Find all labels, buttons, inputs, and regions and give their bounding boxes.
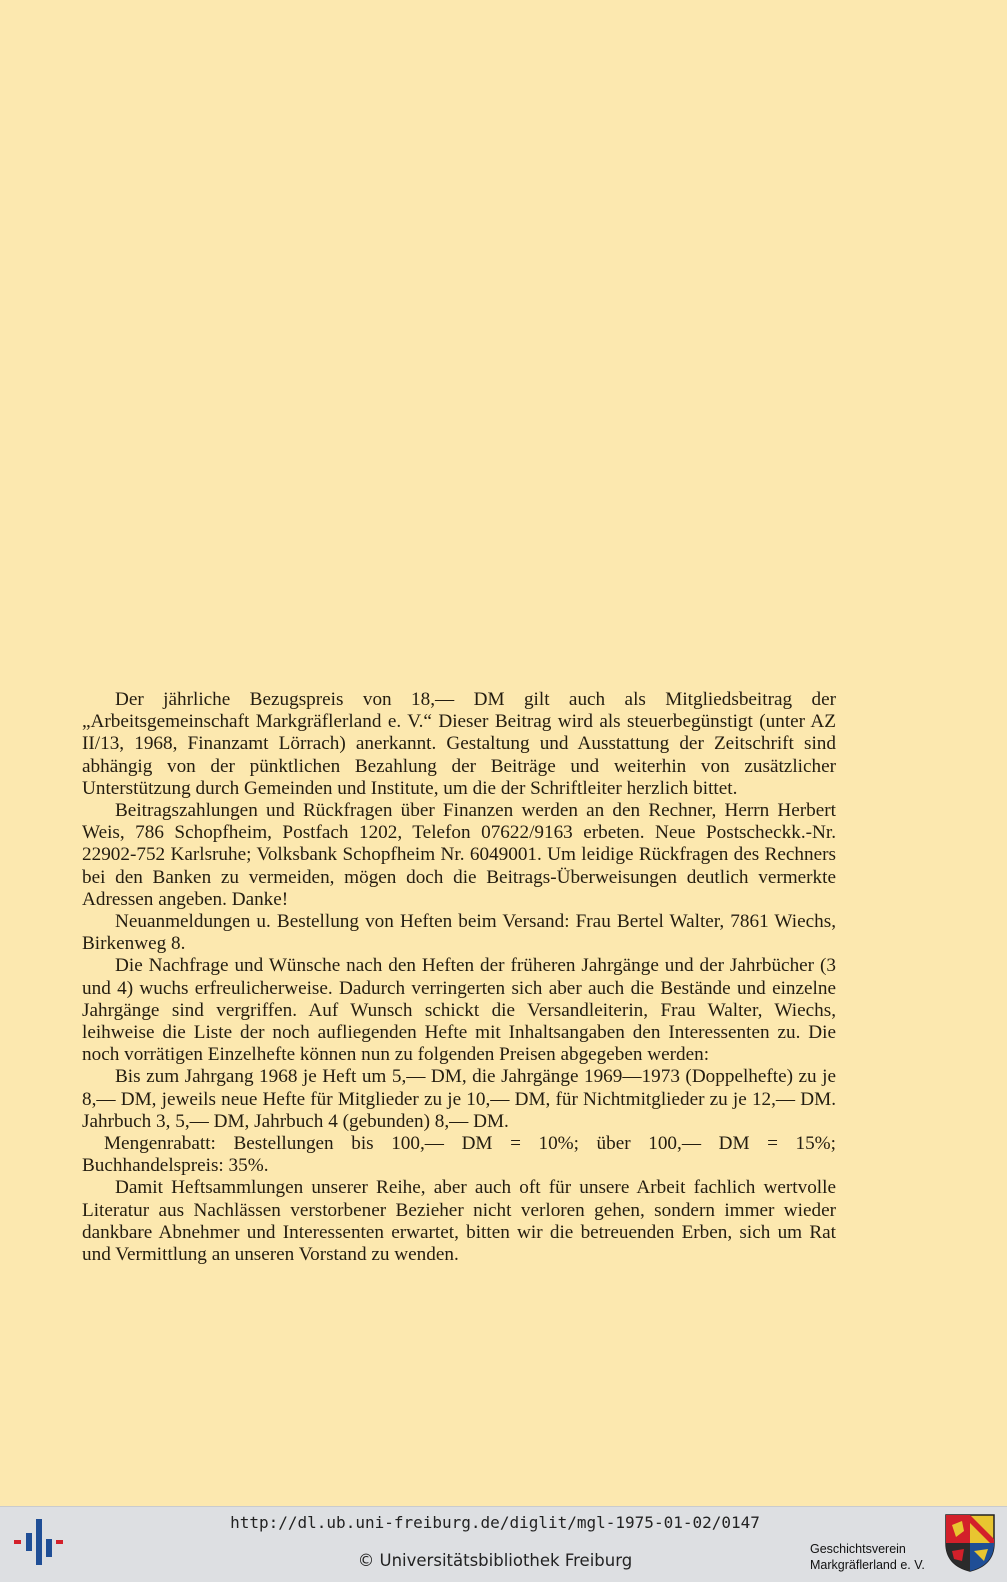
paragraph: Mengenrabatt: Bestellungen bis 100,— DM = 10%; über 100,— DM = 15%; Buchhandelspreis: 35%. xyxy=(82,1133,836,1177)
paragraph: Neuanmeldungen u. Bestellung von Heften beim Versand: Frau Bertel Walter, 7861 Wiechs, Birkenweg 8. xyxy=(82,911,836,955)
markgraeflerland-crest-icon[interactable] xyxy=(944,1513,996,1573)
society-name xyxy=(810,1541,925,1573)
ub-freiburg-logo-icon[interactable] xyxy=(14,1519,64,1565)
document-body xyxy=(82,689,836,1266)
paragraph: Damit Heftsammlungen unserer Reihe, aber auch oft für unsere Arbeit fachlich wertvolle Literatur aus Nachlässen verstorbener Bezieher nicht verloren gehen, sondern immer wieder dankbare Abnehmer und Interessenten erwartet, bitten wir die betreuenden Erben, sich um Rat und Vermittlung an unseren Vorstand zu wenden. xyxy=(82,1177,836,1266)
permalink-url[interactable]: http://dl.ub.uni-freiburg.de/diglit/mgl-1975-01-02/0147 xyxy=(230,1513,760,1532)
society-name-line1: Geschichtsverein xyxy=(810,1542,906,1556)
paragraph: Die Nachfrage und Wünsche nach den Heften der früheren Jahrgänge und der Jahrbücher (3 und 4) wuchs erfreulicherweise. Dadurch verringerten sich aber auch die Bestände und einzelne Jahrgänge sind vergriffen. Auf Wunsch schickt die Versandleiterin, Frau Walter, Wiechs, leihweise die Liste der noch aufliegenden Hefte mit Inhaltsangaben den Interessenten zu. Die noch vorrätigen Einzelhefte können nun zu folgenden Preisen abgegeben werden: xyxy=(82,955,836,1066)
copyright-notice: © Universitätsbibliothek Freiburg xyxy=(357,1551,633,1570)
society-name-line2: Markgräflerland e. V. xyxy=(810,1558,925,1572)
paragraph: Bis zum Jahrgang 1968 je Heft um 5,— DM, die Jahrgänge 1969—1973 (Doppelhefte) zu je 8,— DM, jeweils neue Hefte für Mitglieder zu je 10,— DM, für Nichtmitglieder zu je 12,— DM. Jahrbuch 3, 5,— DM, Jahrbuch 4 (gebunden) 8,— DM. xyxy=(82,1066,836,1132)
paragraph: Beitragszahlungen und Rückfragen über Finanzen werden an den Rechner, Herrn Herbert Weis, 786 Schopfheim, Postfach 1202, Telefon 07622/9163 erbeten. Neue Postscheckk.-Nr. 22902-752 Karlsruhe; Volksbank Schopfheim Nr. 6049001. Um leidige Rückfragen des Rechners bei den Banken zu vermeiden, mögen doch die Beitrags-Überweisungen deutlich vermerkte Adressen angeben. Danke! xyxy=(82,800,836,910)
paragraph: Der jährliche Bezugspreis von 18,— DM gilt auch als Mitgliedsbeitrag der „Arbeitsgemeinschaft Markgräflerland e. V.“ Dieser Beitrag wird als steuerbegünstigt (unter AZ II/13, 1968, Finanzamt Lörrach) anerkannt. Gestaltung und Ausstattung der Zeitschrift sind abhängig von der pünktlichen Bezahlung der Beiträge und weiterhin von zusätzlicher Unterstützung durch Gemeinden und Institute, um die der Schriftleiter herzlich bittet. xyxy=(82,689,836,799)
